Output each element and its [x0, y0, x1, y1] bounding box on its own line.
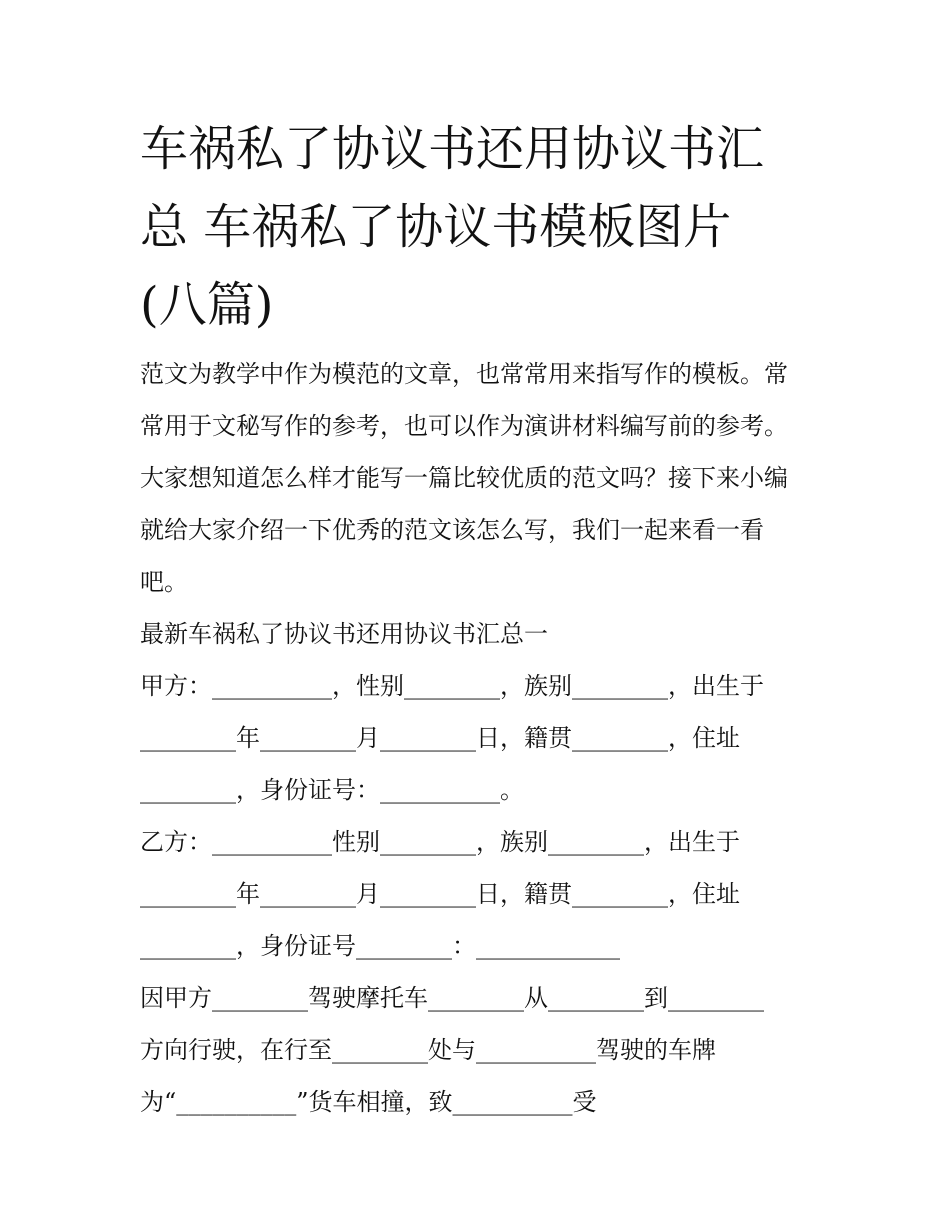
intro-line: 大家想知道怎么样才能写一篇比较优质的范文吗？接下来小编 — [140, 464, 788, 492]
party-a-block — [140, 660, 830, 816]
intro-line: 常用于文秘写作的参考，也可以作为演讲材料编写前的参考。 — [140, 412, 788, 440]
intro-line: 就给大家介绍一下优秀的范文该怎么写，我们一起来看一看 — [140, 516, 764, 544]
section-title: 最新车祸私了协议书还用协议书汇总一 — [140, 620, 548, 648]
party-b-line: ________，身份证号________：____________ — [140, 932, 620, 960]
intro-paragraph — [140, 348, 830, 608]
incident-line: 方向行驶，在行至________处与__________驾驶的车牌 — [140, 1036, 716, 1064]
intro-line: 范文为教学中作为模范的文章，也常常用来指写作的模板。常 — [140, 360, 788, 388]
party-a-line: 甲方：__________，性别________，族别________，出生于 — [140, 672, 764, 700]
incident-line: 因甲方________驾驶摩托车________从________到________ — [140, 984, 764, 1012]
document-page — [140, 110, 830, 1128]
incident-line: 为“__________”货车相撞，致__________受 — [140, 1088, 597, 1116]
party-b-block — [140, 816, 830, 972]
party-b-line: 乙方：__________性别________，族别________，出生于 — [140, 828, 740, 856]
party-a-line: ________，身份证号：__________。 — [140, 776, 524, 804]
party-b-line: ________年________月________日，籍贯________，住址 — [140, 880, 740, 908]
title-line: (八篇) — [140, 277, 274, 333]
document-title — [140, 110, 830, 344]
intro-line: 吧。 — [140, 568, 188, 596]
party-a-line: ________年________月________日，籍贯________，住址 — [140, 724, 740, 752]
title-line: 总 车祸私了协议书模板图片 — [140, 199, 732, 255]
incident-block — [140, 972, 830, 1128]
title-line: 车祸私了协议书还用协议书汇 — [140, 121, 765, 177]
